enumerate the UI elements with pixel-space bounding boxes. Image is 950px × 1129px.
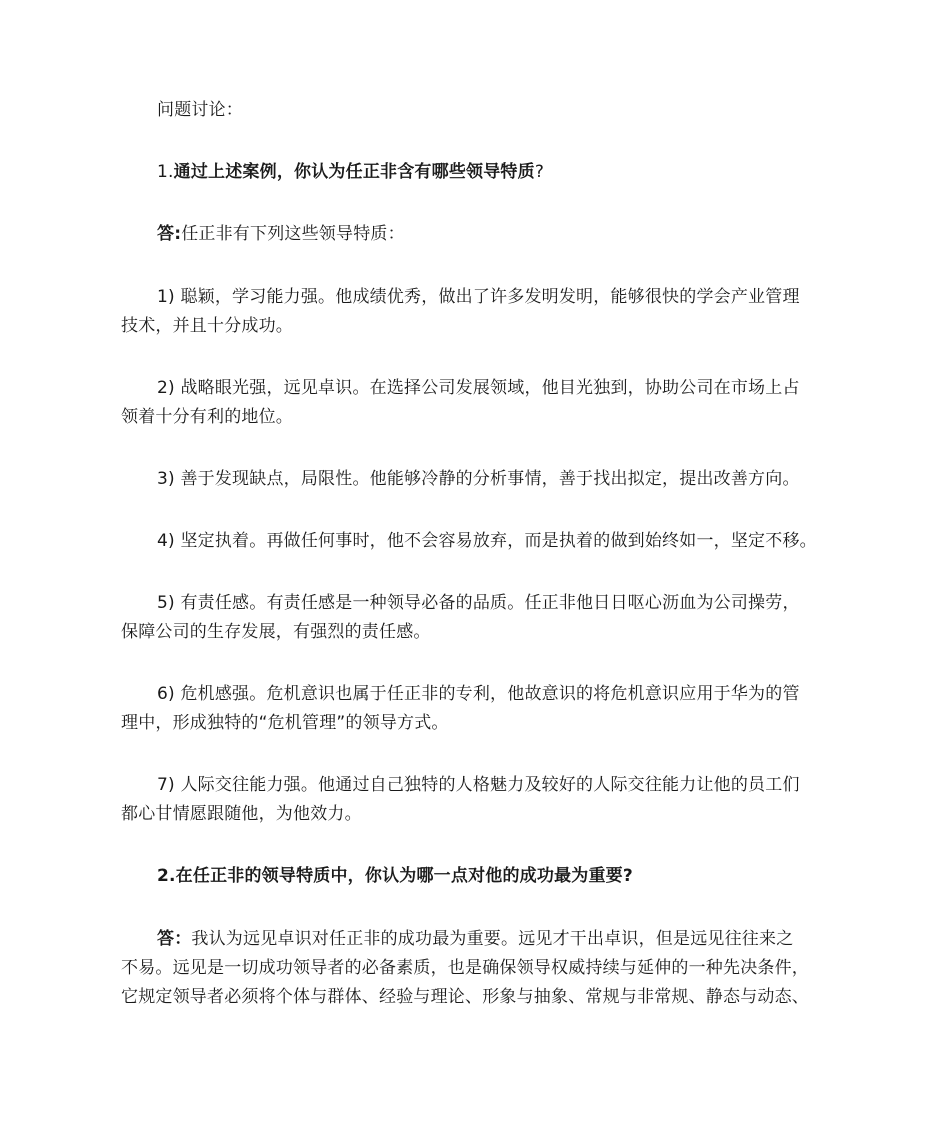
trait-item-2 (121, 374, 837, 432)
trait-item-2-line-2: 领着十分有利的地位。 (121, 407, 293, 427)
answer-2-line-1 (121, 925, 837, 954)
answer-1-text: 任正非有下列这些领导特质： (181, 224, 405, 244)
trait-item-1-line-1: 1) 聪颖，学习能力强。他成绩优秀，做出了许多发明发明，能够很快的学会产业管理 (157, 287, 800, 307)
question-1-number: 1. (157, 162, 174, 182)
trait-item-3 (121, 465, 837, 494)
answer-2 (121, 925, 837, 1012)
trait-item-4-line-1: 4) 坚定执着。再做任何事时，他不会容易放弃，而是执着的做到始终如一，坚定不移。 (157, 531, 817, 551)
answer-1-intro (121, 220, 837, 249)
trait-item-7-line-1: 7) 人际交往能力强。他通过自己独特的人格魅力及较好的人际交往能力让他的员工们 (157, 775, 800, 795)
trait-item-2-line-1: 2) 战略眼光强，远见卓识。在选择公司发展领域，他目光独到，协助公司在市场上占 (157, 378, 800, 398)
trait-item-1 (121, 283, 837, 341)
trait-item-5 (121, 589, 837, 647)
heading-text: 问题讨论： (157, 100, 243, 120)
trait-item-7-line-2: 都心甘情愿跟随他，为他效力。 (121, 804, 362, 824)
trait-item-1-line-2: 技术，并且十分成功。 (121, 316, 293, 336)
question-2 (121, 862, 837, 891)
question-1-mark: ? (534, 162, 545, 182)
question-2-text: 2.在任正非的领导特质中，你认为哪一点对他的成功最为重要? (157, 866, 633, 886)
trait-item-6-line-1: 6) 危机感强。危机意识也属于任正非的专利，他故意识的将危机意识应用于华为的管 (157, 684, 800, 704)
question-1 (121, 158, 837, 187)
discussion-heading (121, 96, 837, 125)
question-1-text: 通过上述案例，你认为任正非含有哪些领导特质 (173, 162, 535, 182)
answer-2-line-2: 不易。远见是一切成功领导者的必备素质，也是确保领导权威持续与延伸的一种先决条件， (121, 958, 809, 978)
trait-item-5-line-2: 保障公司的生存发展，有强烈的责任感。 (121, 622, 431, 642)
trait-item-6 (121, 680, 837, 738)
answer-2-line-3: 它规定领导者必须将个体与群体、经验与理论、形象与抽象、常规与非常规、静态与动态、 (121, 987, 809, 1007)
trait-item-3-line-1: 3) 善于发现缺点，局限性。他能够冷静的分析事情，善于找出拟定，提出改善方向。 (157, 469, 800, 489)
trait-item-7 (121, 771, 837, 829)
answer-1-label: 答: (157, 224, 182, 244)
trait-item-5-line-1: 5) 有责任感。有责任感是一种领导必备的品质。任正非他日日呕心沥血为公司操劳， (157, 593, 800, 613)
answer-2-text-1: 我认为远见卓识对任正非的成功最为重要。远见才干出卓识，但是远见往往来之 (191, 929, 794, 949)
answer-2-label: 答： (157, 929, 192, 949)
trait-item-6-line-2: 理中，形成独特的“危机管理”的领导方式。 (121, 713, 449, 733)
trait-item-4 (121, 527, 837, 556)
